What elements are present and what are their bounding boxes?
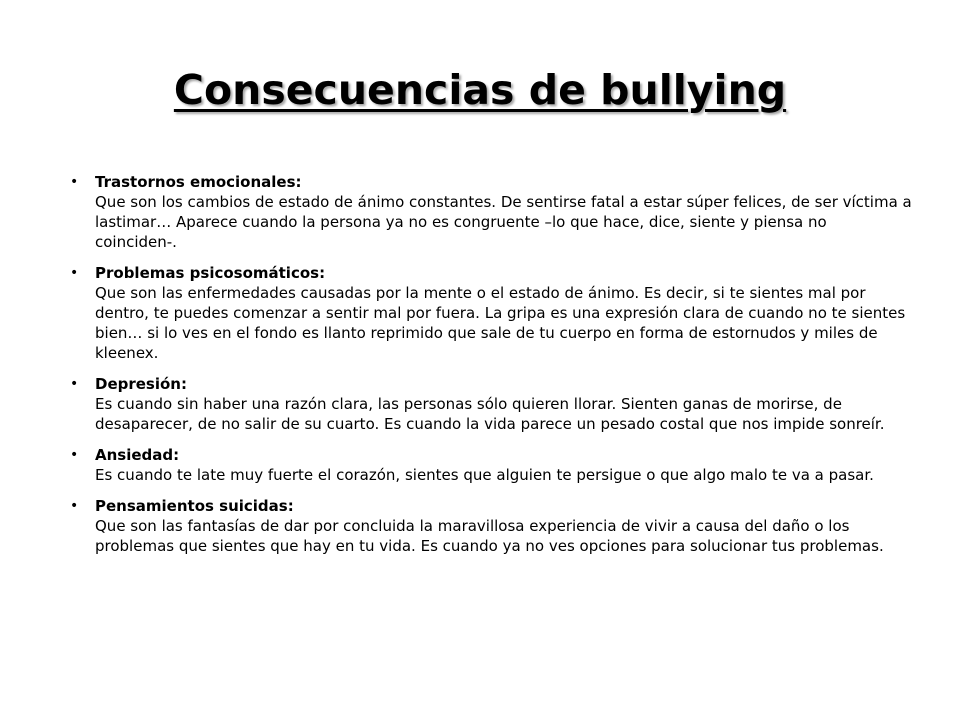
list-item [70, 496, 912, 556]
item-description: Es cuando te late muy fuerte el corazón, sientes que alguien te persigue o que algo malo te va a pasar. [95, 466, 874, 484]
list-item [70, 263, 912, 363]
list-item [70, 445, 912, 485]
item-description: Es cuando sin haber una razón clara, las personas sólo quieren llorar. Sienten ganas de morirse, de desaparecer, de no salir de su cuarto. Es cuando la vida parece un pesado costal que nos impide sonreír. [95, 395, 885, 433]
item-description: Que son las fantasías de dar por concluida la maravillosa experiencia de vivir a causa del daño o los problemas que sientes que hay en tu vida. Es cuando ya no ves opciones para solucionar tus problemas. [95, 517, 884, 555]
bullet-icon: • [70, 265, 79, 281]
slide-title [0, 62, 960, 118]
bullet-icon: • [70, 498, 79, 514]
item-term: Trastornos emocionales: [95, 173, 302, 191]
bullet-icon: • [70, 376, 79, 392]
list-item [70, 374, 912, 434]
item-term: Depresión: [95, 375, 187, 393]
item-description: Que son los cambios de estado de ánimo constantes. De sentirse fatal a estar súper felices, de ser víctima a lastimar… Aparece cuando la persona ya no es congruente –lo que hace, dice, siente y piensa no coinciden-. [95, 193, 912, 251]
bullet-icon: • [70, 447, 79, 463]
item-term: Pensamientos suicidas: [95, 497, 294, 515]
item-term: Ansiedad: [95, 446, 180, 464]
bullet-icon: • [70, 174, 79, 190]
bullet-list [70, 172, 912, 567]
slide-title-text: Consecuencias de bullying [173, 66, 787, 114]
item-term: Problemas psicosomáticos: [95, 264, 326, 282]
list-item [70, 172, 912, 252]
item-description: Que son las enfermedades causadas por la mente o el estado de ánimo. Es decir, si te sientes mal por dentro, te puedes comenzar a sentir mal por fuera. La gripa es una expresión clara de cuando no te sientes bien… si lo ves en el fondo es llanto reprimido que sale de tu cuerpo en forma de estornudos y miles de kleenex. [95, 284, 906, 362]
